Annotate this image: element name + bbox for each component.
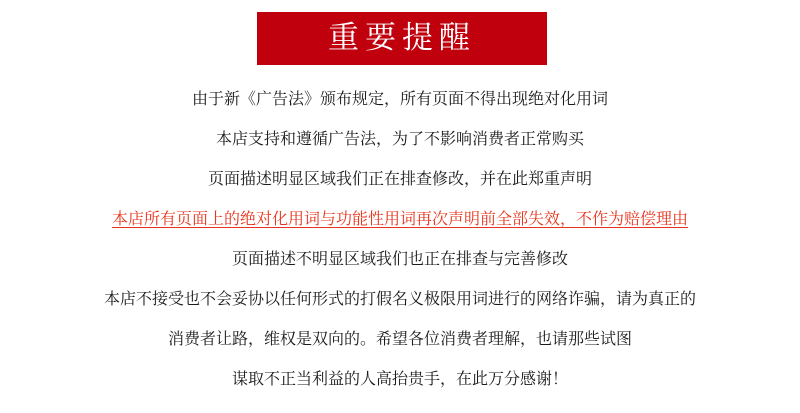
notice-warning-text: 本店所有页面上的绝对化用词与功能性用词再次声明前全部失效，不作为赔偿理由 xyxy=(111,209,688,228)
notice-line-6 xyxy=(0,288,800,310)
notice-line-3 xyxy=(0,168,800,190)
notice-title-banner xyxy=(257,12,547,65)
notice-title: 重要提醒 xyxy=(328,20,476,56)
notice-line-1-text: 由于新《广告法》颁布规定，所有页面不得出现绝对化用词 xyxy=(191,89,608,108)
notice-line-8-text: 谋取不正当利益的人高抬贵手，在此万分感谢！ xyxy=(231,369,568,388)
notice-line-2 xyxy=(0,128,800,150)
notice-line-6-text: 本店不接受也不会妥协以任何形式的打假名义极限用词进行的网络诈骗，请为真正的 xyxy=(103,289,696,308)
notice-line-7 xyxy=(0,328,800,350)
notice-line-1 xyxy=(0,88,800,110)
notice-line-3-text: 页面描述明显区域我们正在排查修改，并在此郑重声明 xyxy=(207,169,592,188)
notice-line-5 xyxy=(0,248,800,270)
notice-line-7-text: 消费者让路，维权是双向的。希望各位消费者理解，也请那些试图 xyxy=(167,329,632,348)
notice-warning-line xyxy=(0,208,800,230)
notice-line-8 xyxy=(0,368,800,390)
notice-line-2-text: 本店支持和遵循广告法，为了不影响消费者正常购买 xyxy=(215,129,584,148)
notice-line-5-text: 页面描述不明显区域我们也正在排查与完善修改 xyxy=(231,249,568,268)
